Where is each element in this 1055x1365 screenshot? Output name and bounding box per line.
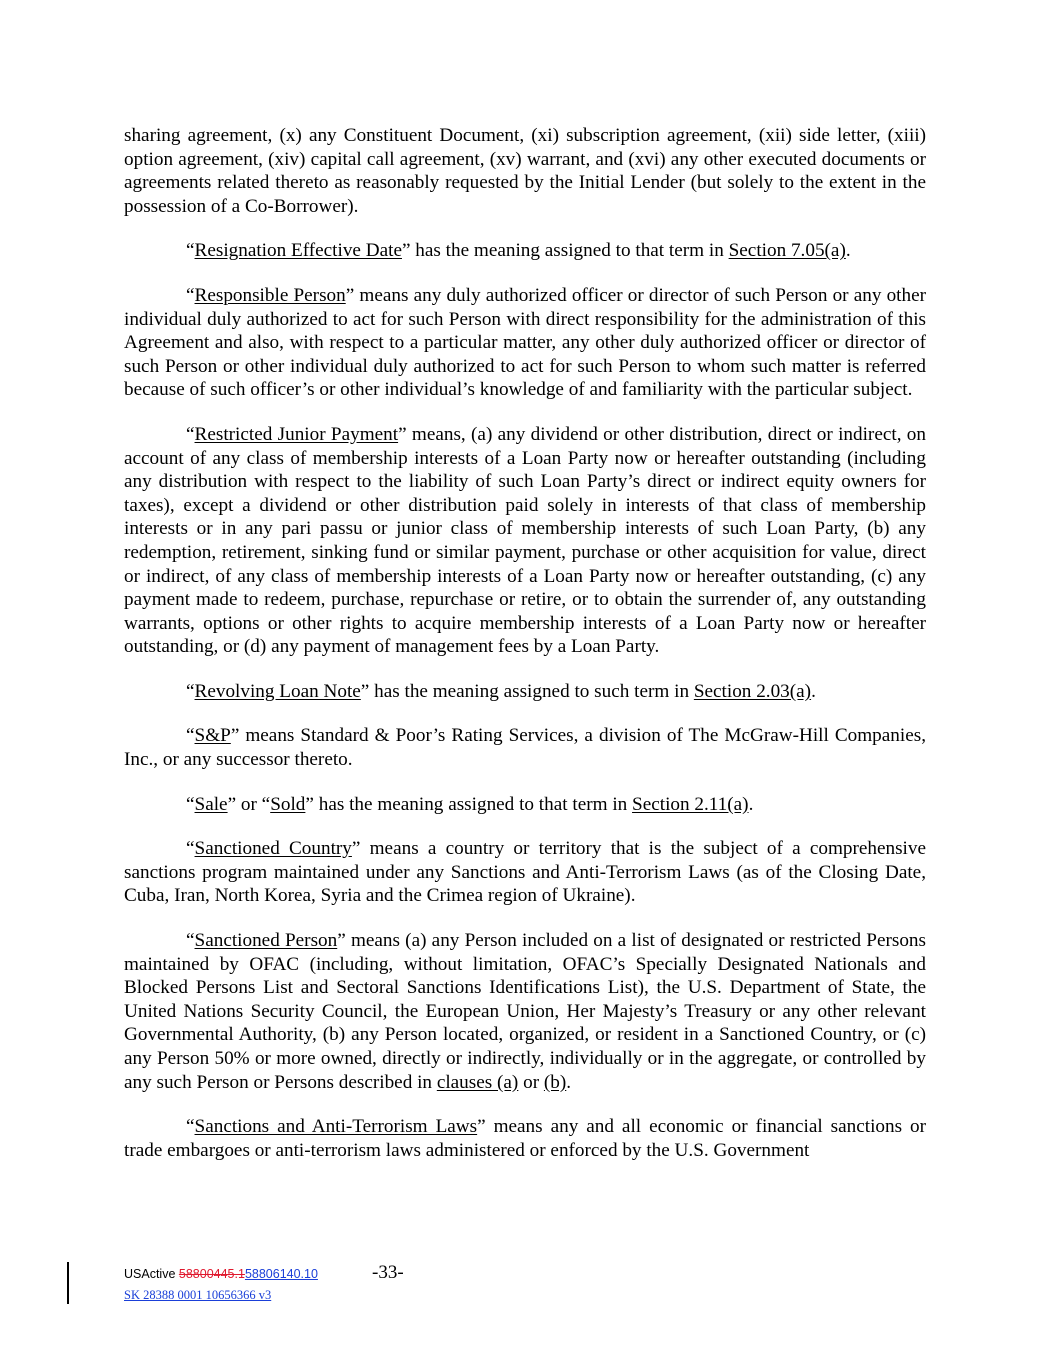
defined-term: Revolving Loan Note [194, 680, 361, 702]
defined-term: Resignation Effective Date [194, 240, 402, 262]
definition-paragraph [124, 239, 926, 263]
revision-bar [67, 1262, 69, 1304]
paragraph-text: “ [186, 240, 195, 262]
paragraph-text: ” means any and all economic or financial sanctions or trade embargoes or anti-terrorism laws administered or enforced by the U.S. Government [124, 1116, 926, 1161]
defined-term: Sanctions and Anti-Terrorism Laws [194, 1116, 478, 1138]
definition-paragraph [124, 680, 926, 704]
definition-paragraph [124, 724, 926, 771]
definition-paragraph [124, 837, 926, 908]
definition-paragraph [124, 124, 926, 218]
paragraph-text: “ [186, 725, 195, 747]
document-body [124, 124, 926, 1162]
defined-term: Responsible Person [194, 284, 346, 306]
paragraph-text: ” means any duly authorized officer or director of such Person or any other individual duly authorized to act for such Person with direct responsibility for the administration of this Agreement and also, with respect to a particular matter, any other duly authorized officer or director of such Person or other individual duly authorized to act for such Person to whom such matter is referred because of such officer’s or other individual’s knowledge of and familiarity with the particular subject. [124, 284, 926, 401]
defined-term: Sanctioned Country [194, 838, 352, 860]
defined-term: Section 7.05(a) [728, 240, 846, 262]
paragraph-text: “ [186, 680, 195, 702]
inserted-doc-id: 58806140.10 [244, 1267, 318, 1281]
paragraph-text: “ [186, 838, 195, 860]
paragraph-text: “ [186, 423, 195, 445]
defined-term: Section 2.11(a) [632, 793, 749, 815]
paragraph-text: . [811, 680, 816, 702]
definition-paragraph [124, 929, 926, 1094]
paragraph-text: “ [186, 930, 195, 952]
paragraph-text: ” or “ [227, 793, 271, 815]
defined-term: Section 2.03(a) [693, 680, 812, 702]
defined-term: clauses (a) [436, 1071, 519, 1093]
sk-reference: SK 28388 0001 10656366 v3 [124, 1288, 272, 1302]
definition-paragraph [124, 284, 926, 402]
paragraph-text: ” has the meaning assigned to such term in [360, 680, 694, 702]
paragraph-text: ” means (a) any Person included on a list of designated or restricted Persons maintained by OFAC (including, without limitation, OFAC’s Specially Designated Nationals and Blocked Persons List and Sectoral Sanctions Identifications List), the U.S. Department of State, the United Nations Security Council, the European Union, Her Majesty’s Treasury or any other relevant Governmental Authority, (b) any Person located, organized, or resident in a Sanctioned Country, or (c) any Person 50% or more owned, directly or indirectly, individually or in the aggregate, or controlled by any such Person or Persons described in [124, 930, 926, 1093]
definition-paragraph [124, 1115, 926, 1162]
footer-prefix: USActive [124, 1267, 179, 1281]
paragraph-text: . [845, 240, 851, 262]
paragraph-text: “ [186, 284, 195, 306]
defined-term: S&P [194, 725, 231, 747]
footer-doc-id [124, 1266, 524, 1282]
deleted-doc-id: 58800445.1 [178, 1267, 245, 1281]
page-footer [124, 1262, 524, 1303]
defined-term: Restricted Junior Payment [194, 423, 399, 445]
definition-paragraph [124, 423, 926, 659]
defined-term: Sanctioned Person [194, 930, 338, 952]
paragraph-text: ” means a country or territory that is the subject of a comprehensive sanctions program maintained under any Sanctions and Anti-Terrorism Laws (as of the Closing Date, Cuba, Iran, North Korea, Syria and the Crimea region of Ukraine). [124, 838, 926, 907]
paragraph-text: sharing agreement, (x) any Constituent Document, (xi) subscription agreement, (xii) side letter, (xiii) option agreement, (xiv) capital call agreement, (xv) warrant, and (xvi) any other executed documents or agreements related thereto as reasonably requested by the Initial Lender (but solely to the extent in the possession of a Co-Borrower). [124, 125, 926, 217]
paragraph-text: “ [186, 1116, 195, 1138]
paragraph-text: ” means Standard & Poor’s Rating Services, a division of The McGraw-Hill Companies, Inc., or any successor thereto. [124, 725, 926, 771]
defined-term: Sold [270, 793, 306, 815]
defined-term: (b) [543, 1071, 567, 1093]
paragraph-text: or [518, 1071, 544, 1093]
paragraph-text: “ [186, 793, 195, 815]
paragraph-text: . [748, 793, 754, 815]
page-number: -33- [372, 1262, 404, 1283]
defined-term: Sale [194, 793, 228, 815]
paragraph-text: ” means, (a) any dividend or other distribution, direct or indirect, on account of any class of membership interests of a Loan Party now or hereafter outstanding (including any distribution with respect to the liability of such Loan Party’s direct or indirect equity owners for taxes), except a dividend or other distribution paid solely in interests of that class of membership interests or in any pari passu or junior class of membership interests of such Loan Party, (b) any redemption, retirement, sinking fund or similar payment, purchase or other acquisition for value, direct or indirect, of any class of membership interests of a Loan Party now or hereafter outstanding, (c) any payment made to redeem, purchase, repurchase or retire, or to obtain the surrender of, any outstanding warrants, options or other rights to acquire membership interests of a Loan Party now or hereafter outstanding, or (d) any payment of management fees by a Loan Party. [124, 423, 926, 658]
paragraph-text: . [566, 1071, 572, 1093]
paragraph-text: ” has the meaning assigned to that term in [401, 240, 729, 262]
paragraph-text: ” has the meaning assigned to that term in [305, 793, 633, 815]
definition-paragraph [124, 793, 926, 817]
